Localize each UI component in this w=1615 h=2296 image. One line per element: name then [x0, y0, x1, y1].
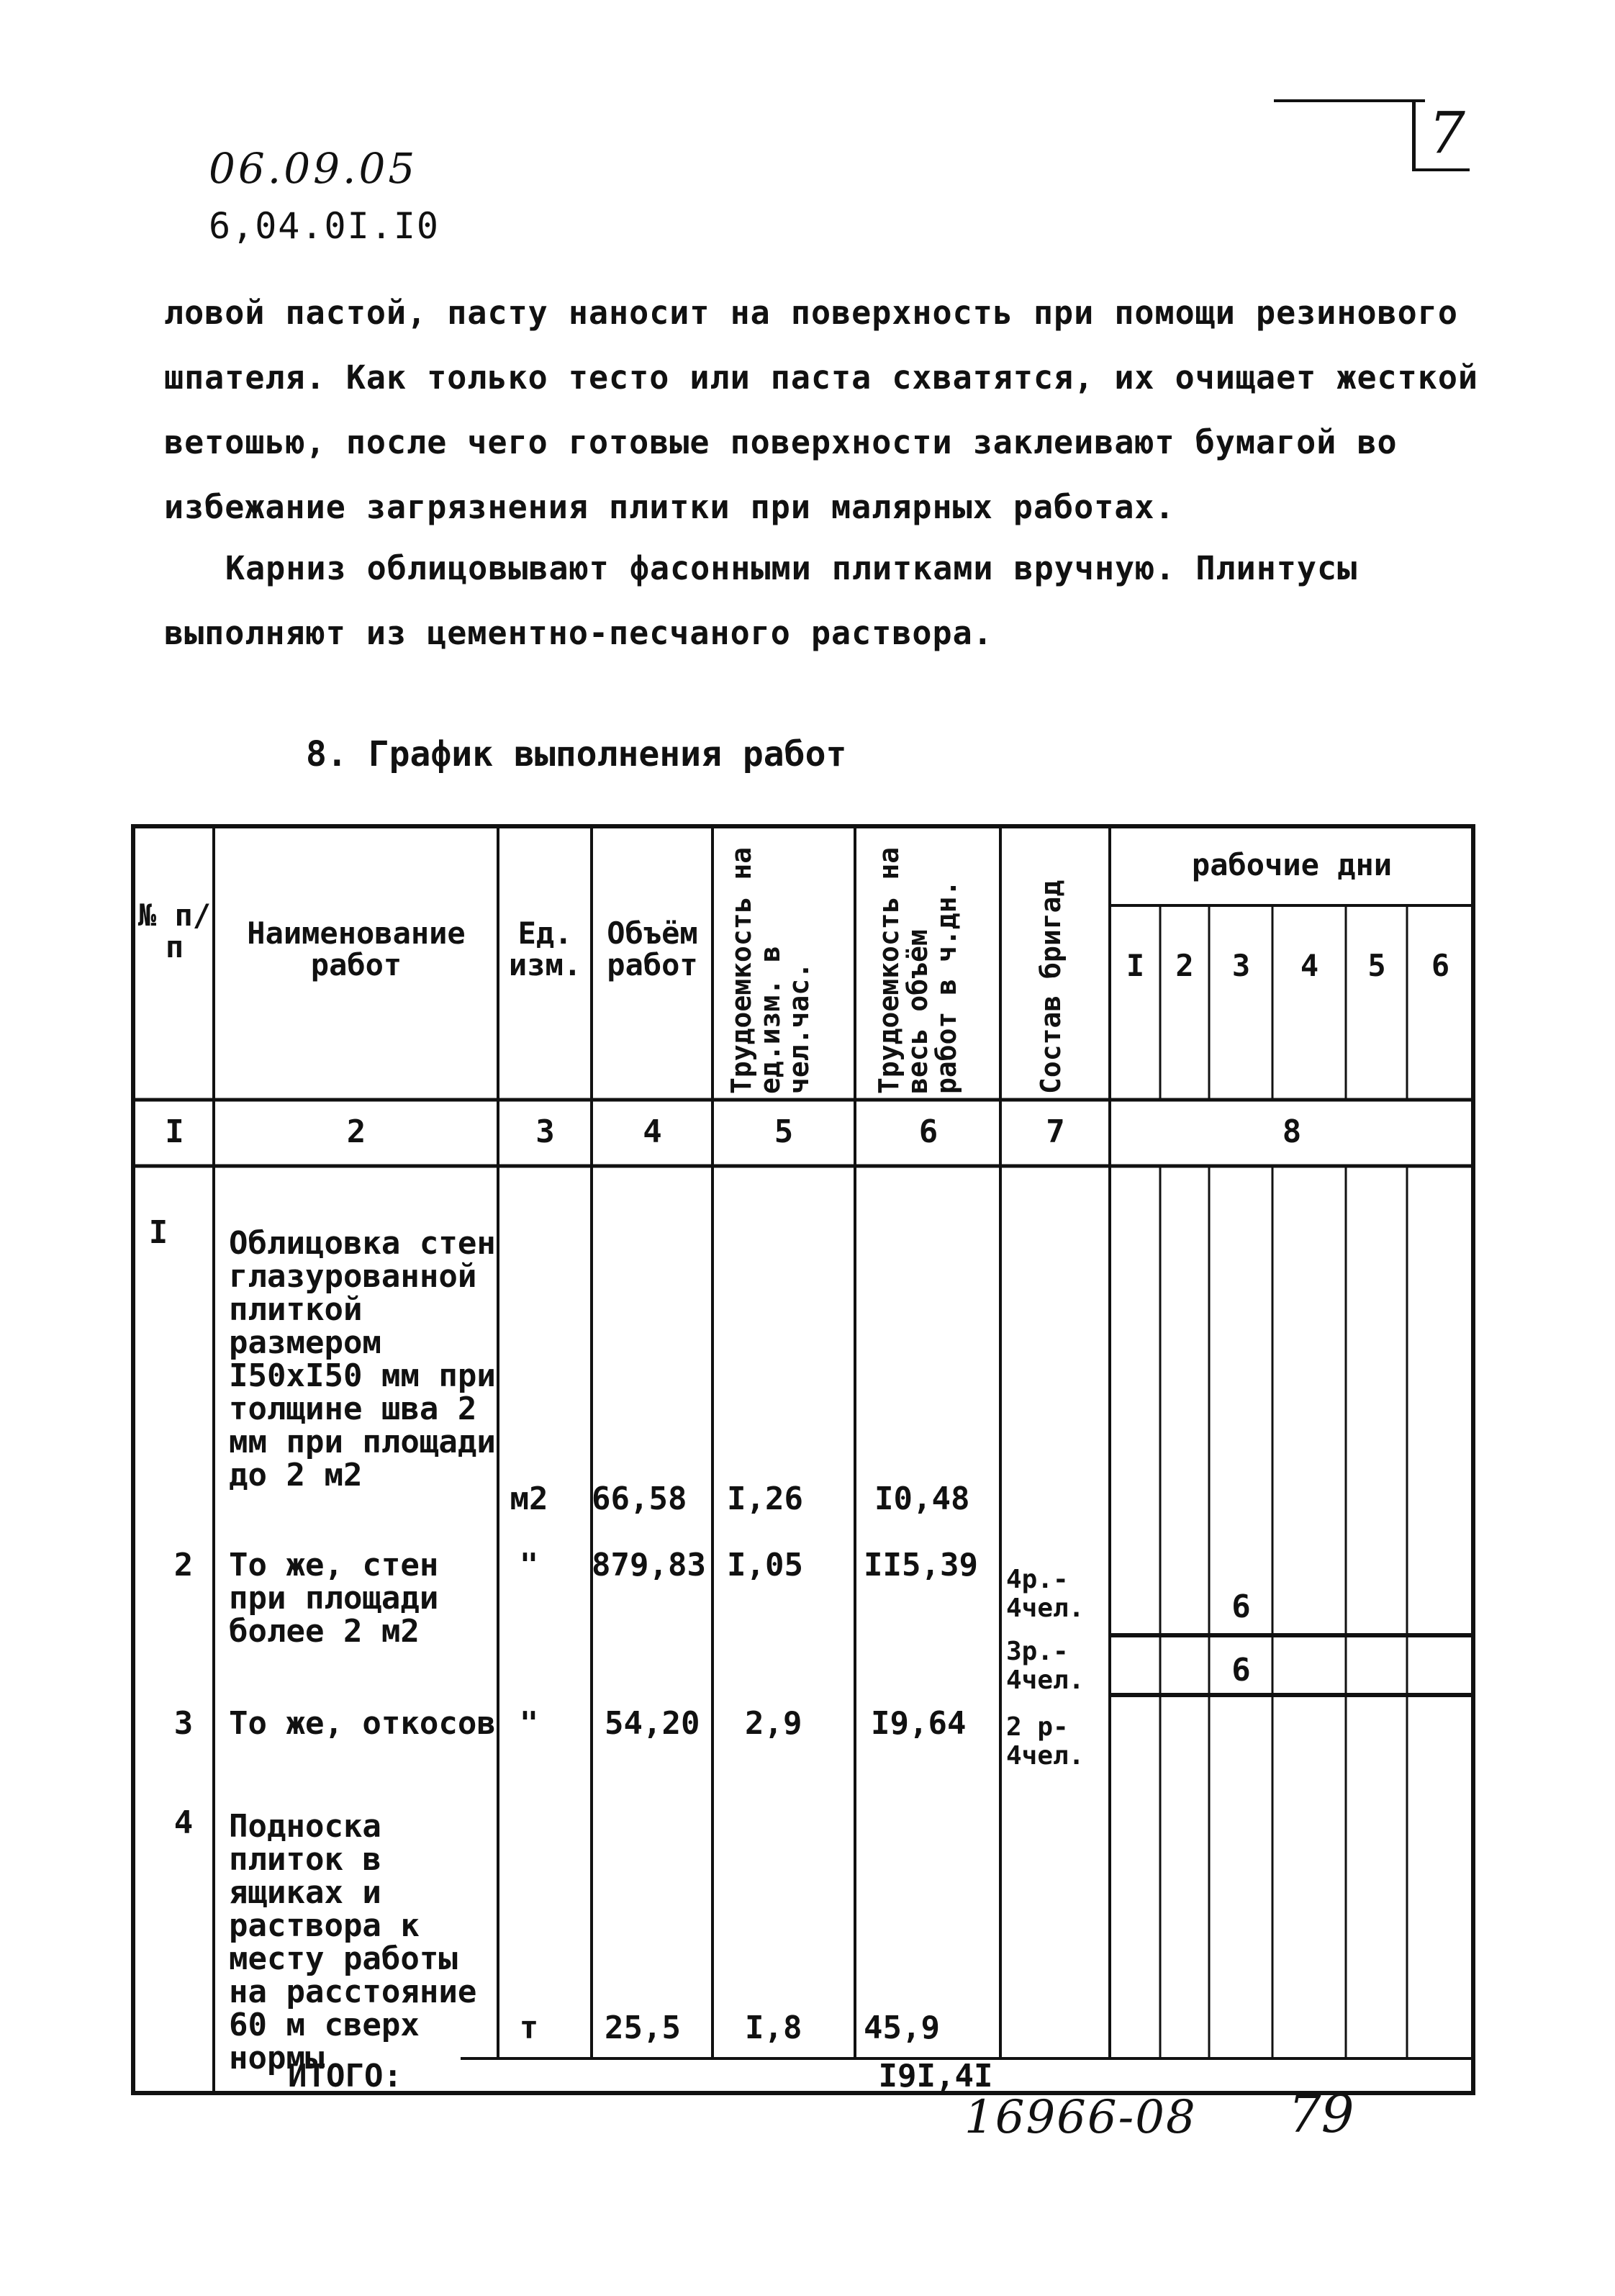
doc-code-typed: 6,04.0I.I0 [209, 205, 440, 247]
row1-labor-total: I0,48 [874, 1481, 970, 1517]
row2-labor-unit: I,05 [727, 1547, 803, 1583]
col-number-7: 7 [1046, 1113, 1065, 1150]
row3-name: То же, откосов [229, 1705, 496, 1742]
row4-labor-total: 45,9 [864, 2010, 940, 2046]
row1-labor-unit: I,26 [727, 1481, 803, 1517]
row2-volume: 879,83 [592, 1547, 706, 1583]
header-name: Наименование работ [247, 916, 466, 982]
header-labor-total: Трудоемкость на весь объём работ в ч.дн. [873, 846, 962, 1094]
row2-bar-value-1: 6 [1231, 1588, 1251, 1625]
row4-labor-unit: I,8 [745, 2010, 802, 2046]
row3-labor-unit: 2,9 [745, 1705, 802, 1742]
row2-crew: 4р.- 4чел. [1006, 1565, 1085, 1623]
row2-unit: " [519, 1547, 539, 1583]
header-day-3: 3 [1231, 948, 1251, 983]
footer-doc-code: 16966-08 [964, 2091, 1197, 2144]
row3-volume: 54,20 [605, 1705, 700, 1742]
header-volume: Объём работ [607, 916, 698, 982]
header-num: № п/п [137, 898, 212, 964]
row2-crew-2: 3р.- 4чел. [1006, 1637, 1085, 1695]
page-number: 7 [1429, 99, 1465, 166]
header-day-2: 2 [1175, 948, 1194, 983]
row4-volume: 25,5 [605, 2010, 681, 2046]
col-number-2: 2 [346, 1113, 366, 1150]
col-number-8: 8 [1282, 1113, 1302, 1150]
header-labor-unit: Трудоемкость на ед.изм. в чел.час. [725, 846, 815, 1094]
row3-labor-total: I9,64 [871, 1705, 967, 1742]
footer-page-number: 79 [1288, 2084, 1354, 2144]
row1-num: I [148, 1214, 168, 1251]
row1-unit: м2 [510, 1481, 548, 1517]
body-paragraph-2: Карниз облицовывают фасонными плитками вручную. Плинтусы выполняют из цементно-песчаного раствора. [164, 549, 1358, 652]
header-day-6: 6 [1431, 948, 1450, 983]
col-number-4: 4 [643, 1113, 662, 1150]
section-title: 8. График выполнения работ [306, 734, 847, 774]
total-label: ИТОГО: [288, 2058, 402, 2094]
row3-crew: 2 р- 4чел. [1006, 1712, 1085, 1771]
row4-unit: т [519, 2010, 539, 2046]
row3-unit: " [519, 1705, 539, 1742]
col-number-6: 6 [918, 1113, 938, 1150]
header-day-5: 5 [1367, 948, 1386, 983]
col-number-5: 5 [774, 1113, 794, 1150]
header-days-group: рабочие дни [1191, 847, 1393, 882]
doc-code-handwritten: 06.09.05 [209, 144, 418, 193]
row1-volume: 66,58 [592, 1481, 687, 1517]
row4-name: Подноска плиток в ящиках и раствора к месту работы на расстояние 60 м сверх нормы [229, 1808, 477, 2076]
row2-name: То же, стен при площади более 2 м2 [229, 1547, 439, 1650]
row2-num: 2 [173, 1547, 194, 1583]
row2-bar-value-2: 6 [1231, 1652, 1251, 1689]
row2-labor-total: II5,39 [864, 1547, 978, 1583]
body-paragraph-1: ловой пастой, пасту наносит на поверхность при помощи резинового шпателя. Как только тесто или паста схватятся, их очищает жесткой ветошью, после чего готовые поверхности заклеивают бумагой во избежание загрязнения плитки при малярных работах. [164, 294, 1478, 526]
total-value: I9I,4I [878, 2058, 993, 2094]
col-number-3: 3 [535, 1113, 555, 1150]
row4-num: 4 [173, 1804, 194, 1841]
header-day-4: 4 [1300, 948, 1319, 983]
row3-num: 3 [173, 1705, 194, 1742]
header-unit: Ед. изм. [508, 916, 582, 982]
header-crew: Состав бригад [1035, 880, 1067, 1094]
row1-name: Облицовка стен глазурованной плиткой размером I50xI50 мм при толщине шва 2 мм при площади до 2 м2 [229, 1225, 496, 1493]
col-number-1: I [165, 1113, 184, 1150]
header-day-1: I [1126, 948, 1145, 983]
